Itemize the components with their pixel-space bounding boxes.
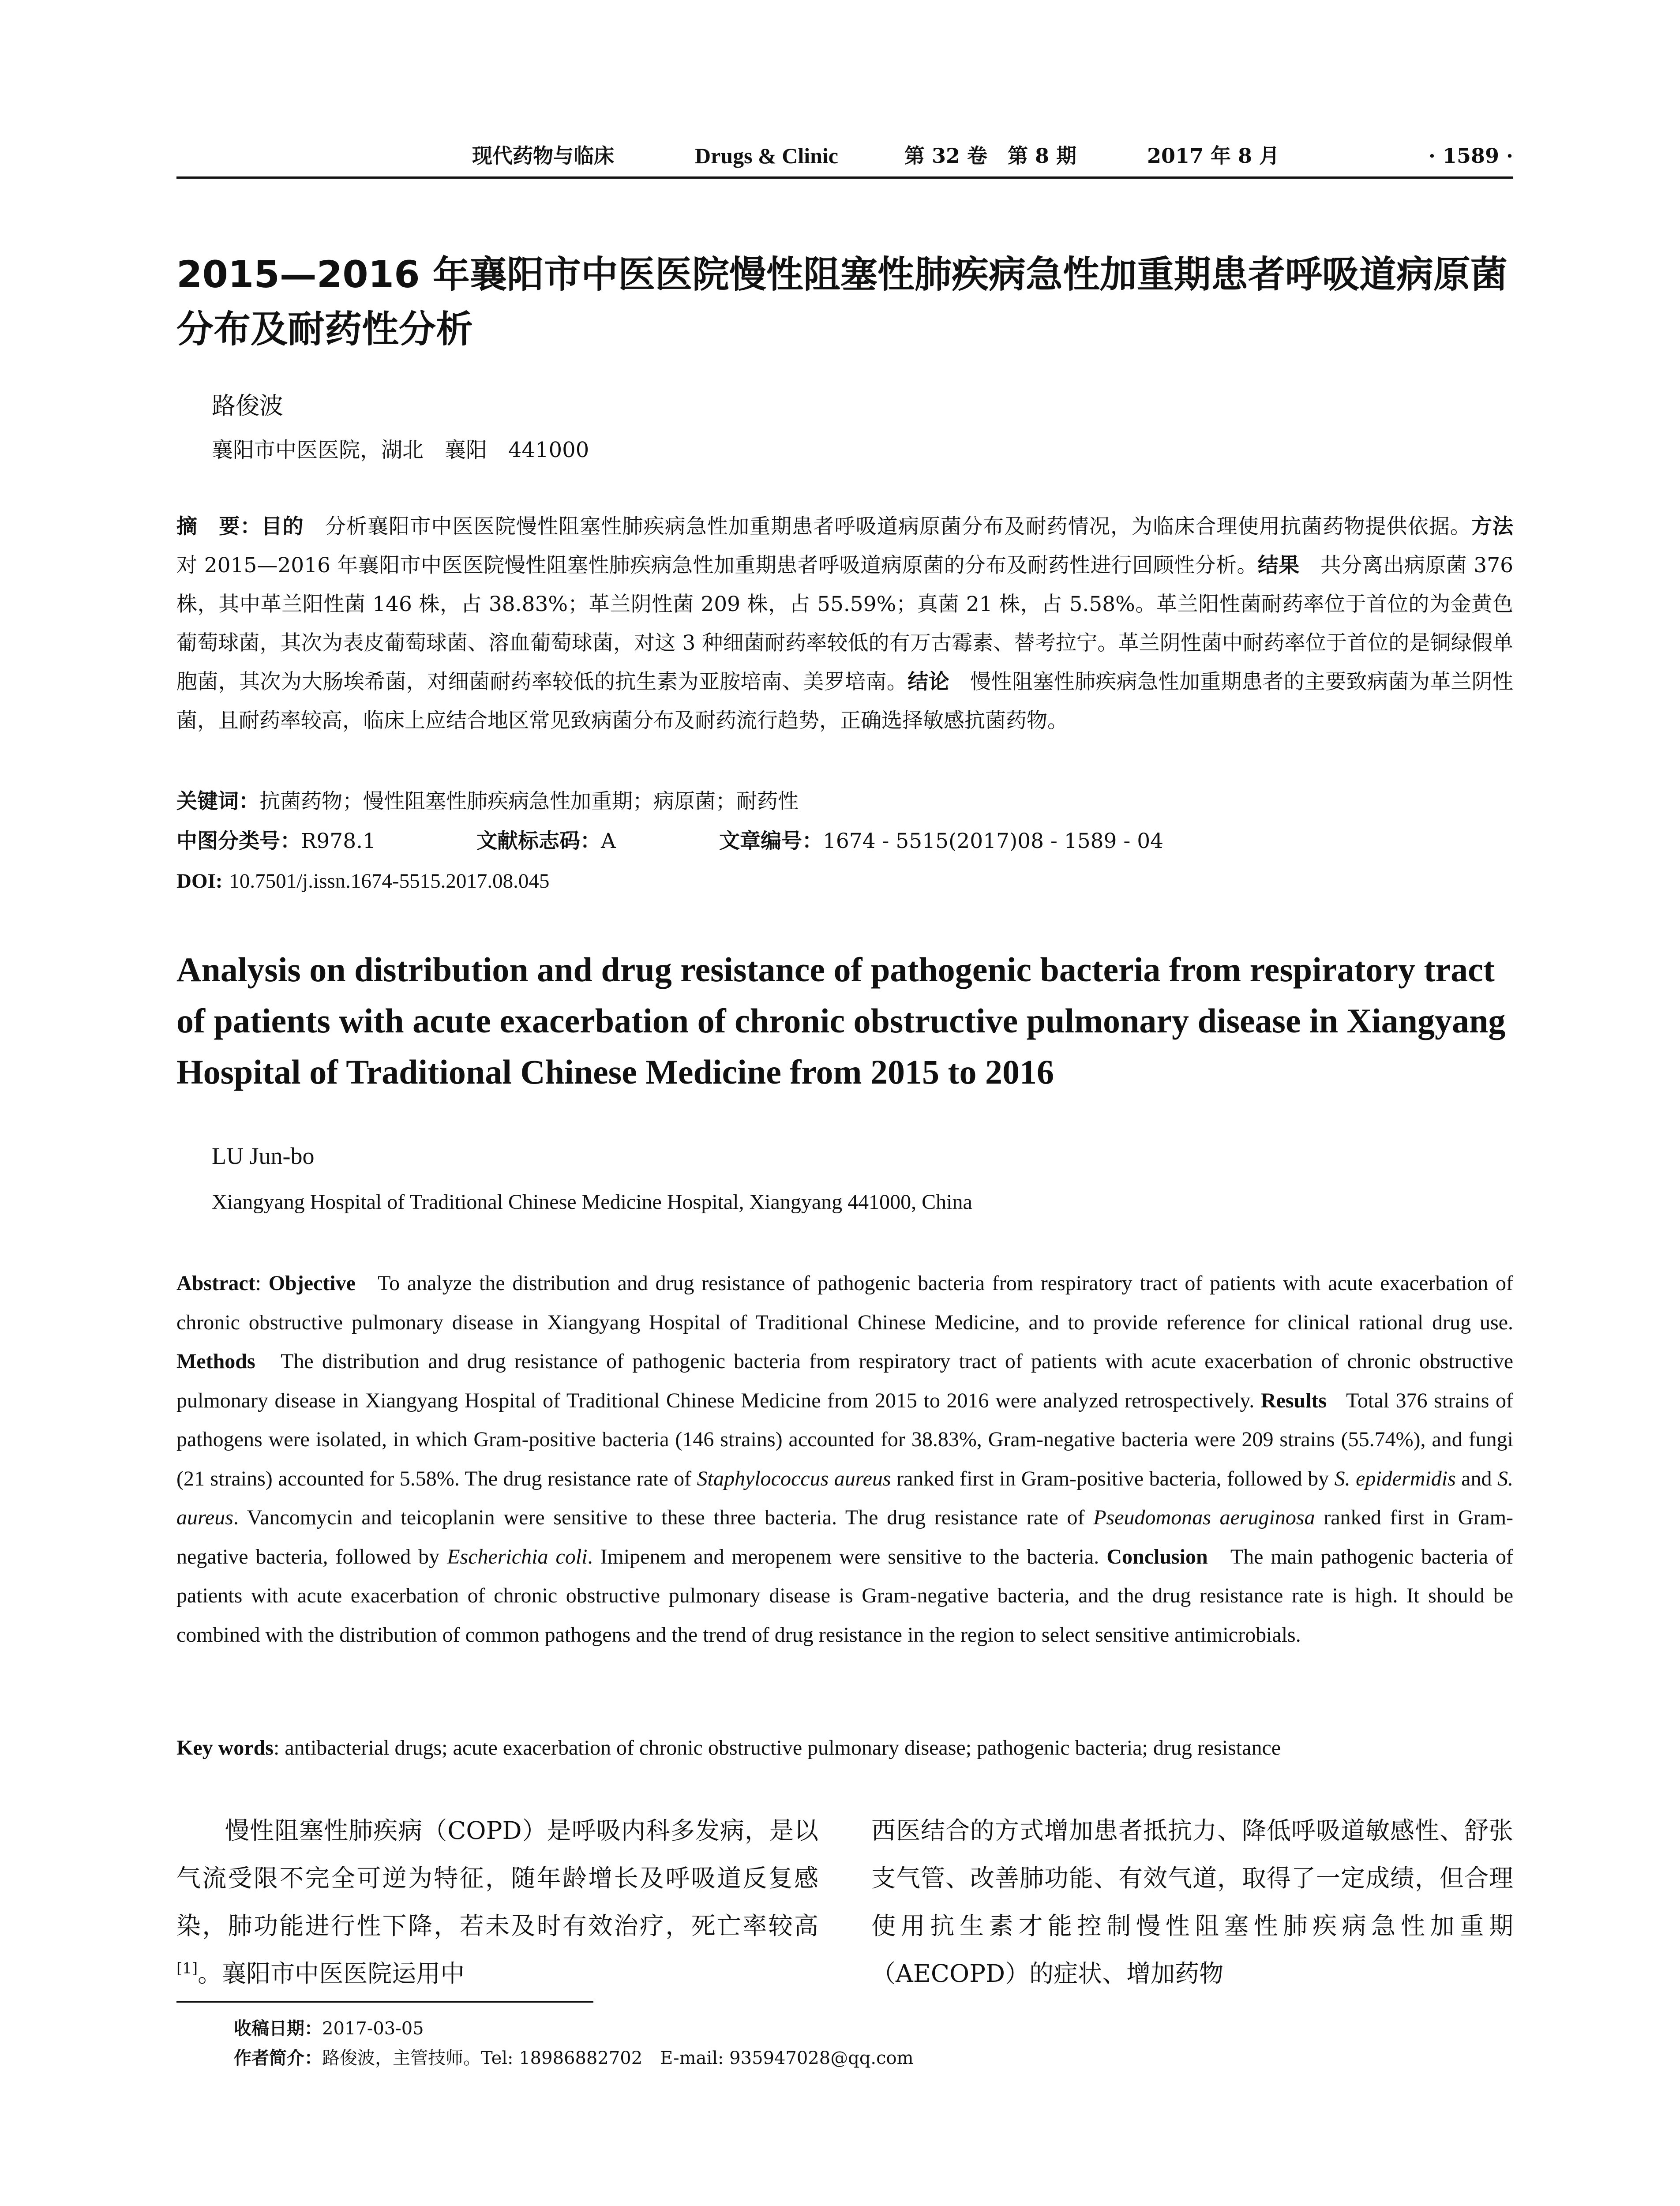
footnote-rule <box>176 2001 593 2003</box>
citation-ref[interactable]: [1] <box>176 1959 198 1977</box>
title-cn: 2015—2016 年襄阳市中医医院慢性阻塞性肺疾病急性加重期患者呼吸道病原菌分布及耐药性分析 <box>176 253 1508 351</box>
classification-row <box>176 827 1513 855</box>
header-rule <box>176 176 1513 179</box>
results-label-cn: 结果 <box>1257 553 1300 578</box>
methods-en: The distribution and drug resistance of pathogenic bacteria from respiratory tract of patients with acute exacerbation of chronic obstructive pulmonary disease in Xiangyang Hospital of Traditional Chinese Medicine from 2015 to 2016 were analyzed retrospectively. <box>176 1350 1514 1412</box>
body-left-text: 慢性阻塞性肺疾病（COPD）是呼吸内科多发病，是以气流受限不完全可逆为特征，随年龄增长及呼吸道反复感染，肺功能进行性下降，若未及时有效治疗，死亡率较高 <box>176 1816 818 1940</box>
results-en-part: . Imipenem and meropenem were sensitive to the bacteria. <box>587 1545 1099 1568</box>
results-en-part: . Vancomycin and teicoplanin were sensitive to these three bacteria. The drug resistance rate of <box>233 1506 1085 1529</box>
results-en-part: and <box>1461 1467 1492 1490</box>
footnote-author-bio <box>234 2046 914 2071</box>
conclusion-cn: 慢性阻塞性肺疾病急性加重期患者的主要致病菌为革兰阴性菌，且耐药率较高，临床上应结合地区常见致病菌分布及耐药流行趋势，正确选择敏感抗菌药物。 <box>176 670 1514 733</box>
abstract-en-label: Abstract <box>176 1272 255 1295</box>
species-s-epidermidis: S. epidermidis <box>1334 1467 1456 1490</box>
conclusion-en: The main pathogenic bacteria of patients with acute exacerbation of chronic obstructive pulmonary disease is Gram-negative bacteria, and the drug resistance rate is high. It should be combined with the distribution of common pathogens and the trend of drug resistance in the region to select sensitive antimicrobials. <box>176 1545 1514 1647</box>
species-s-aureus: S. aureus <box>176 1467 1514 1529</box>
objective-label-en: Objective <box>268 1272 356 1295</box>
objective-label-cn: 目的 <box>261 514 304 539</box>
methods-cn: 对 2015—2016 年襄阳市中医医院慢性阻塞性肺疾病急性加重期患者呼吸道病原菌的分布及耐药性进行回顾性分析。 <box>176 553 1258 578</box>
doi <box>176 867 549 895</box>
results-en-part: ranked first in Gram-negative bacteria, followed by <box>176 1506 1514 1568</box>
keywords-en-label: Key words <box>176 1736 274 1760</box>
results-en-part: Total 376 strains of pathogens were isolated, in which Gram-positive bacteria (146 strains) accounted for 38.83%, Gram-negative bacteria were 209 strains (55.74%), and fungi (21 strains) accounted for 5.58%. The drug resistance rate of <box>176 1388 1514 1490</box>
volume-issue: 第 32 卷 第 8 期 <box>904 144 1077 168</box>
affiliation-en: Xiangyang Hospital of Traditional Chinese Medicine Hospital, Xiangyang 441000, China <box>212 1190 972 1214</box>
body-column-left <box>176 1807 818 1997</box>
keywords-en: Key words: antibacterial drugs; acute exacerbation of chronic obstructive pulmonary disease; pathogenic bacteria; drug resistance <box>176 1736 1281 1760</box>
abstract-cn <box>176 507 1513 740</box>
conclusion-label-en: Conclusion <box>1106 1545 1208 1568</box>
results-cn: 共分离出病原菌 376 株，其中革兰阳性菌 146 株，占 38.83%；革兰阴性菌 209 株，占 55.59%；真菌 21 株，占 5.58%。革兰阳性菌耐药率位于首位的为金黄色葡萄球菌，其次为表皮葡萄球菌、溶血葡萄球菌，对这 3 种细菌耐药率较低的有万古霉素、替考拉宁。革兰阴性菌中耐药率位于首位的是铜绿假单胞菌，其次为大肠埃希菌，对细菌耐药率较低的抗生素为亚胺培南、美罗培南。 <box>176 553 1514 694</box>
abstract-en: Abstract: Objective To analyze the distribution and drug resistance of pathogenic bacteria from respiratory tract of patients with acute exacerbation of chronic obstructive pulmonary disease in Xiangyang Hospital of Traditional Chinese Medicine, and to provide reference for clinical rational drug use. Methods The distribution and drug resistance of pathogenic bacteria from respiratory tract of patients with acute exacerbation of chronic obstructive pulmonary disease in Xiangyang Hospital of Traditional Chinese Medicine from 2015 to 2016 were analyzed retrospectively. Results Total 376 strains of pathogens were isolated, in which Gram-positive bacteria (146 strains) accounted for 38.83%, Gram-negative bacteria were 209 strains (55.74%), and fungi (21 strains) accounted for 5.58%. The drug resistance rate of Staphylococcus aureus ranked first in Gram-positive bacteria, followed by S. epidermidis and S. aureus. Vancomycin and teicoplanin were sensitive to these three bacteria. The drug resistance rate of Pseudomonas aeruginosa ranked first in Gram-negative bacteria, followed by Escherichia coli. Imipenem and meropenem were sensitive to the bacteria. Conclusion The main pathogenic bacteria of patients with acute exacerbation of chronic obstructive pulmonary disease is Gram-negative bacteria, and the drug resistance rate is high. It should be combined with the distribution of common pathogens and the trend of drug resistance in the region to select sensitive antimicrobials. <box>176 1272 1514 1647</box>
keywords-cn-text: 抗菌药物；慢性阻塞性肺疾病急性加重期；病原菌；耐药性 <box>259 789 799 814</box>
issue-date: 2017 年 8 月 <box>1147 144 1280 168</box>
journal-name-en: Drugs & Clinic <box>695 143 838 168</box>
bio-text: 路俊波，主管技师。Tel: 18986882702 E-mail: 935947028@qq.com <box>322 2048 914 2068</box>
doi-value: 10.7501/j.issn.1674-5515.2017.08.045 <box>229 870 550 893</box>
species-staph-aureus: Staphylococcus aureus <box>697 1467 891 1490</box>
body-column-right: 西医结合的方式增加患者抵抗力、降低呼吸道敏感性、舒张支气管、改善肺功能、有效气道，取得了一定成绩，但合理使用抗生素才能控制慢性阻塞性肺疾病急性加重期（AECOPD）的症状、增加药物 <box>871 1816 1513 1988</box>
conclusion-label-cn: 结论 <box>908 670 949 694</box>
title-en: Analysis on distribution and drug resistance of pathogenic bacteria from respiratory tract of patients with acute exacerbation of chronic obstructive pulmonary disease in Xiangyang Hospital of Traditional Chinese Medicine from 2015 to 2016 <box>176 950 1506 1091</box>
results-label-en: Results <box>1260 1388 1327 1412</box>
document-code: 文献标志码：A <box>476 829 616 853</box>
species-e-coli: Escherichia coli <box>447 1545 588 1568</box>
keywords-en-text: antibacterial drugs; acute exacerbation of chronic obstructive pulmonary disease; pathogenic bacteria; drug resistance <box>285 1736 1281 1760</box>
results-en-part: ranked first in Gram-positive bacteria, followed by <box>896 1467 1329 1490</box>
article-number: 文章编号：1674 - 5515(2017)08 - 1589 - 04 <box>719 829 1164 853</box>
page-number: · 1589 · <box>1428 144 1513 168</box>
author-en: LU Jun-bo <box>212 1143 315 1169</box>
running-header <box>176 140 1513 171</box>
keywords-cn <box>176 788 1513 816</box>
objective-cn: 分析襄阳市中医医院慢性阻塞性肺疾病急性加重期患者呼吸道病原菌分布及耐药情况，为临床合理使用抗菌药物提供依据。 <box>325 514 1471 539</box>
abstract-cn-label: 摘 要： <box>176 514 262 539</box>
clc-number: 中图分类号：R978.1 <box>176 829 376 853</box>
affiliation-cn: 襄阳市中医医院，湖北 襄阳 441000 <box>212 438 589 462</box>
received-label: 收稿日期： <box>234 2018 322 2039</box>
keywords-cn-label: 关键词： <box>176 789 259 814</box>
received-date: 2017-03-05 <box>322 2018 424 2039</box>
objective-en: To analyze the distribution and drug resistance of pathogenic bacteria from respiratory tract of patients with acute exacerbation of chronic obstructive pulmonary disease in Xiangyang Hospital of Traditional Chinese Medicine, and to provide reference for clinical rational drug use. <box>176 1272 1513 1334</box>
methods-label-cn: 方法 <box>1471 514 1514 539</box>
journal-name-cn: 现代药物与临床 <box>472 144 614 168</box>
footnote-received <box>234 2016 424 2041</box>
author-cn: 路俊波 <box>212 392 283 420</box>
body-left-tail: 。襄阳市中医医院运用中 <box>198 1959 465 1988</box>
doi-label: DOI: <box>176 870 223 893</box>
methods-label-en: Methods <box>176 1350 255 1373</box>
species-pseudomonas: Pseudomonas aeruginosa <box>1093 1506 1315 1529</box>
bio-label: 作者简介： <box>234 2048 322 2068</box>
